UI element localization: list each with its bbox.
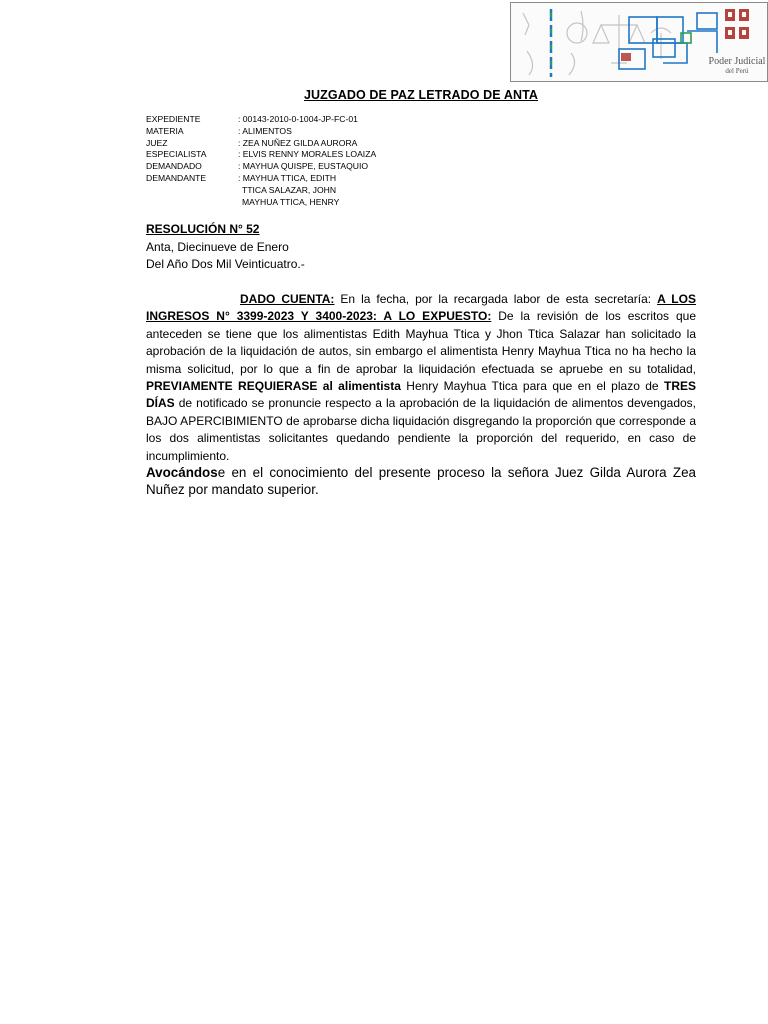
avocandose-suffix: e [217, 465, 226, 481]
resolution-year: Del Año Dos Mil Veinticuatro.- [146, 257, 305, 271]
case-info-row [146, 114, 376, 126]
avocandose-label: Avocándos [146, 465, 218, 481]
body-text-3: Henry Mayhua Ttica para que en el plazo de [400, 379, 664, 394]
case-info-row [146, 149, 376, 161]
avocandose-paragraph [146, 465, 696, 498]
logo-wordmark [707, 57, 767, 75]
case-info-key: DEMANDADO [146, 161, 202, 172]
plaintiff-1: : MAYHUA TTICA, EDITH [238, 172, 337, 183]
body-text-1: En la fecha, por la recargada labor de esta secretaría: [334, 292, 658, 306]
body-text-5: en el conocimiento del presente proceso la señora Juez Gilda Aurora Zea Nuñez por mandato superior. [146, 465, 696, 497]
logo-line-1: Poder Judicial [708, 56, 766, 67]
judicial-logo-banner [510, 2, 768, 82]
previamente-label: PREVIAMENTE REQUIERASE al alimentista [146, 379, 401, 394]
dado-cuenta-label: DADO CUENTA: [240, 292, 335, 306]
case-info-row [146, 138, 376, 150]
plaintiff-3: MAYHUA TTICA, HENRY [242, 196, 340, 207]
case-info-row [146, 126, 376, 138]
case-info-value: : MAYHUA QUISPE, EUSTAQUIO [238, 161, 369, 172]
plaintiff-2: TTICA SALAZAR, JOHN [242, 184, 337, 195]
case-info-key: DEMANDANTE [146, 172, 207, 183]
case-info-value: : ELVIS RENNY MORALES LOAIZA [238, 149, 377, 160]
case-info-row [146, 173, 376, 208]
court-title: JUZGADO DE PAZ LETRADO DE ANTA [303, 88, 539, 102]
body-text-4: de notificado se pronuncie respecto a la aprobación de la liquidación de alimentos devengados, BAJO APERCIBIMIENTO de aprobarse dicha liquidación disgregando la proporción que corresponde a los dos alimentistas solicitantes quedando pendiente la proporción del requerido, en caso de incumplimiento. [146, 396, 696, 463]
case-info-row [146, 161, 376, 173]
tres-dias-label: TRES DÍAS [146, 379, 697, 411]
case-info-value: : 00143-2010-0-1004-JP-FC-01 [238, 114, 358, 124]
case-info-key: MATERIA [146, 125, 184, 136]
case-info-block [146, 114, 376, 208]
resolution-title: RESOLUCIÓN N° 52 [146, 222, 260, 236]
case-info-value [238, 173, 339, 208]
case-info-value: : ALIMENTOS [238, 125, 292, 136]
resolution-header [146, 221, 305, 274]
body-text-2: De la revisión de los escritos que anteceden se tiene que los alimentistas Edith Mayhua Ttica y Jhon Ttica Salazar han solicitado la aprobación de la liquidación de autos, sin embargo el alimentista Henry Mayhua Ttica no ha hecho la misma solicitud, por lo que a fin de aprobar la liquidación efectuada se apruebe en su totalidad, [146, 309, 697, 376]
case-info-key: JUEZ [146, 137, 168, 148]
ingresos-label: A LOS INGRESOS N° 3399-2023 Y 3400-2023: A LO EXPUESTO: [146, 292, 696, 324]
case-info-key: ESPECIALISTA [146, 149, 207, 160]
resolution-paragraph [146, 291, 696, 465]
resolution-place-date: Anta, Diecinueve de Enero [146, 239, 289, 254]
logo-line-2: del Perú [725, 67, 749, 75]
resolution-body [146, 291, 696, 498]
case-info-key: EXPEDIENTE [146, 114, 201, 124]
case-info-value: : ZEA NUÑEZ GILDA AURORA [238, 137, 358, 148]
